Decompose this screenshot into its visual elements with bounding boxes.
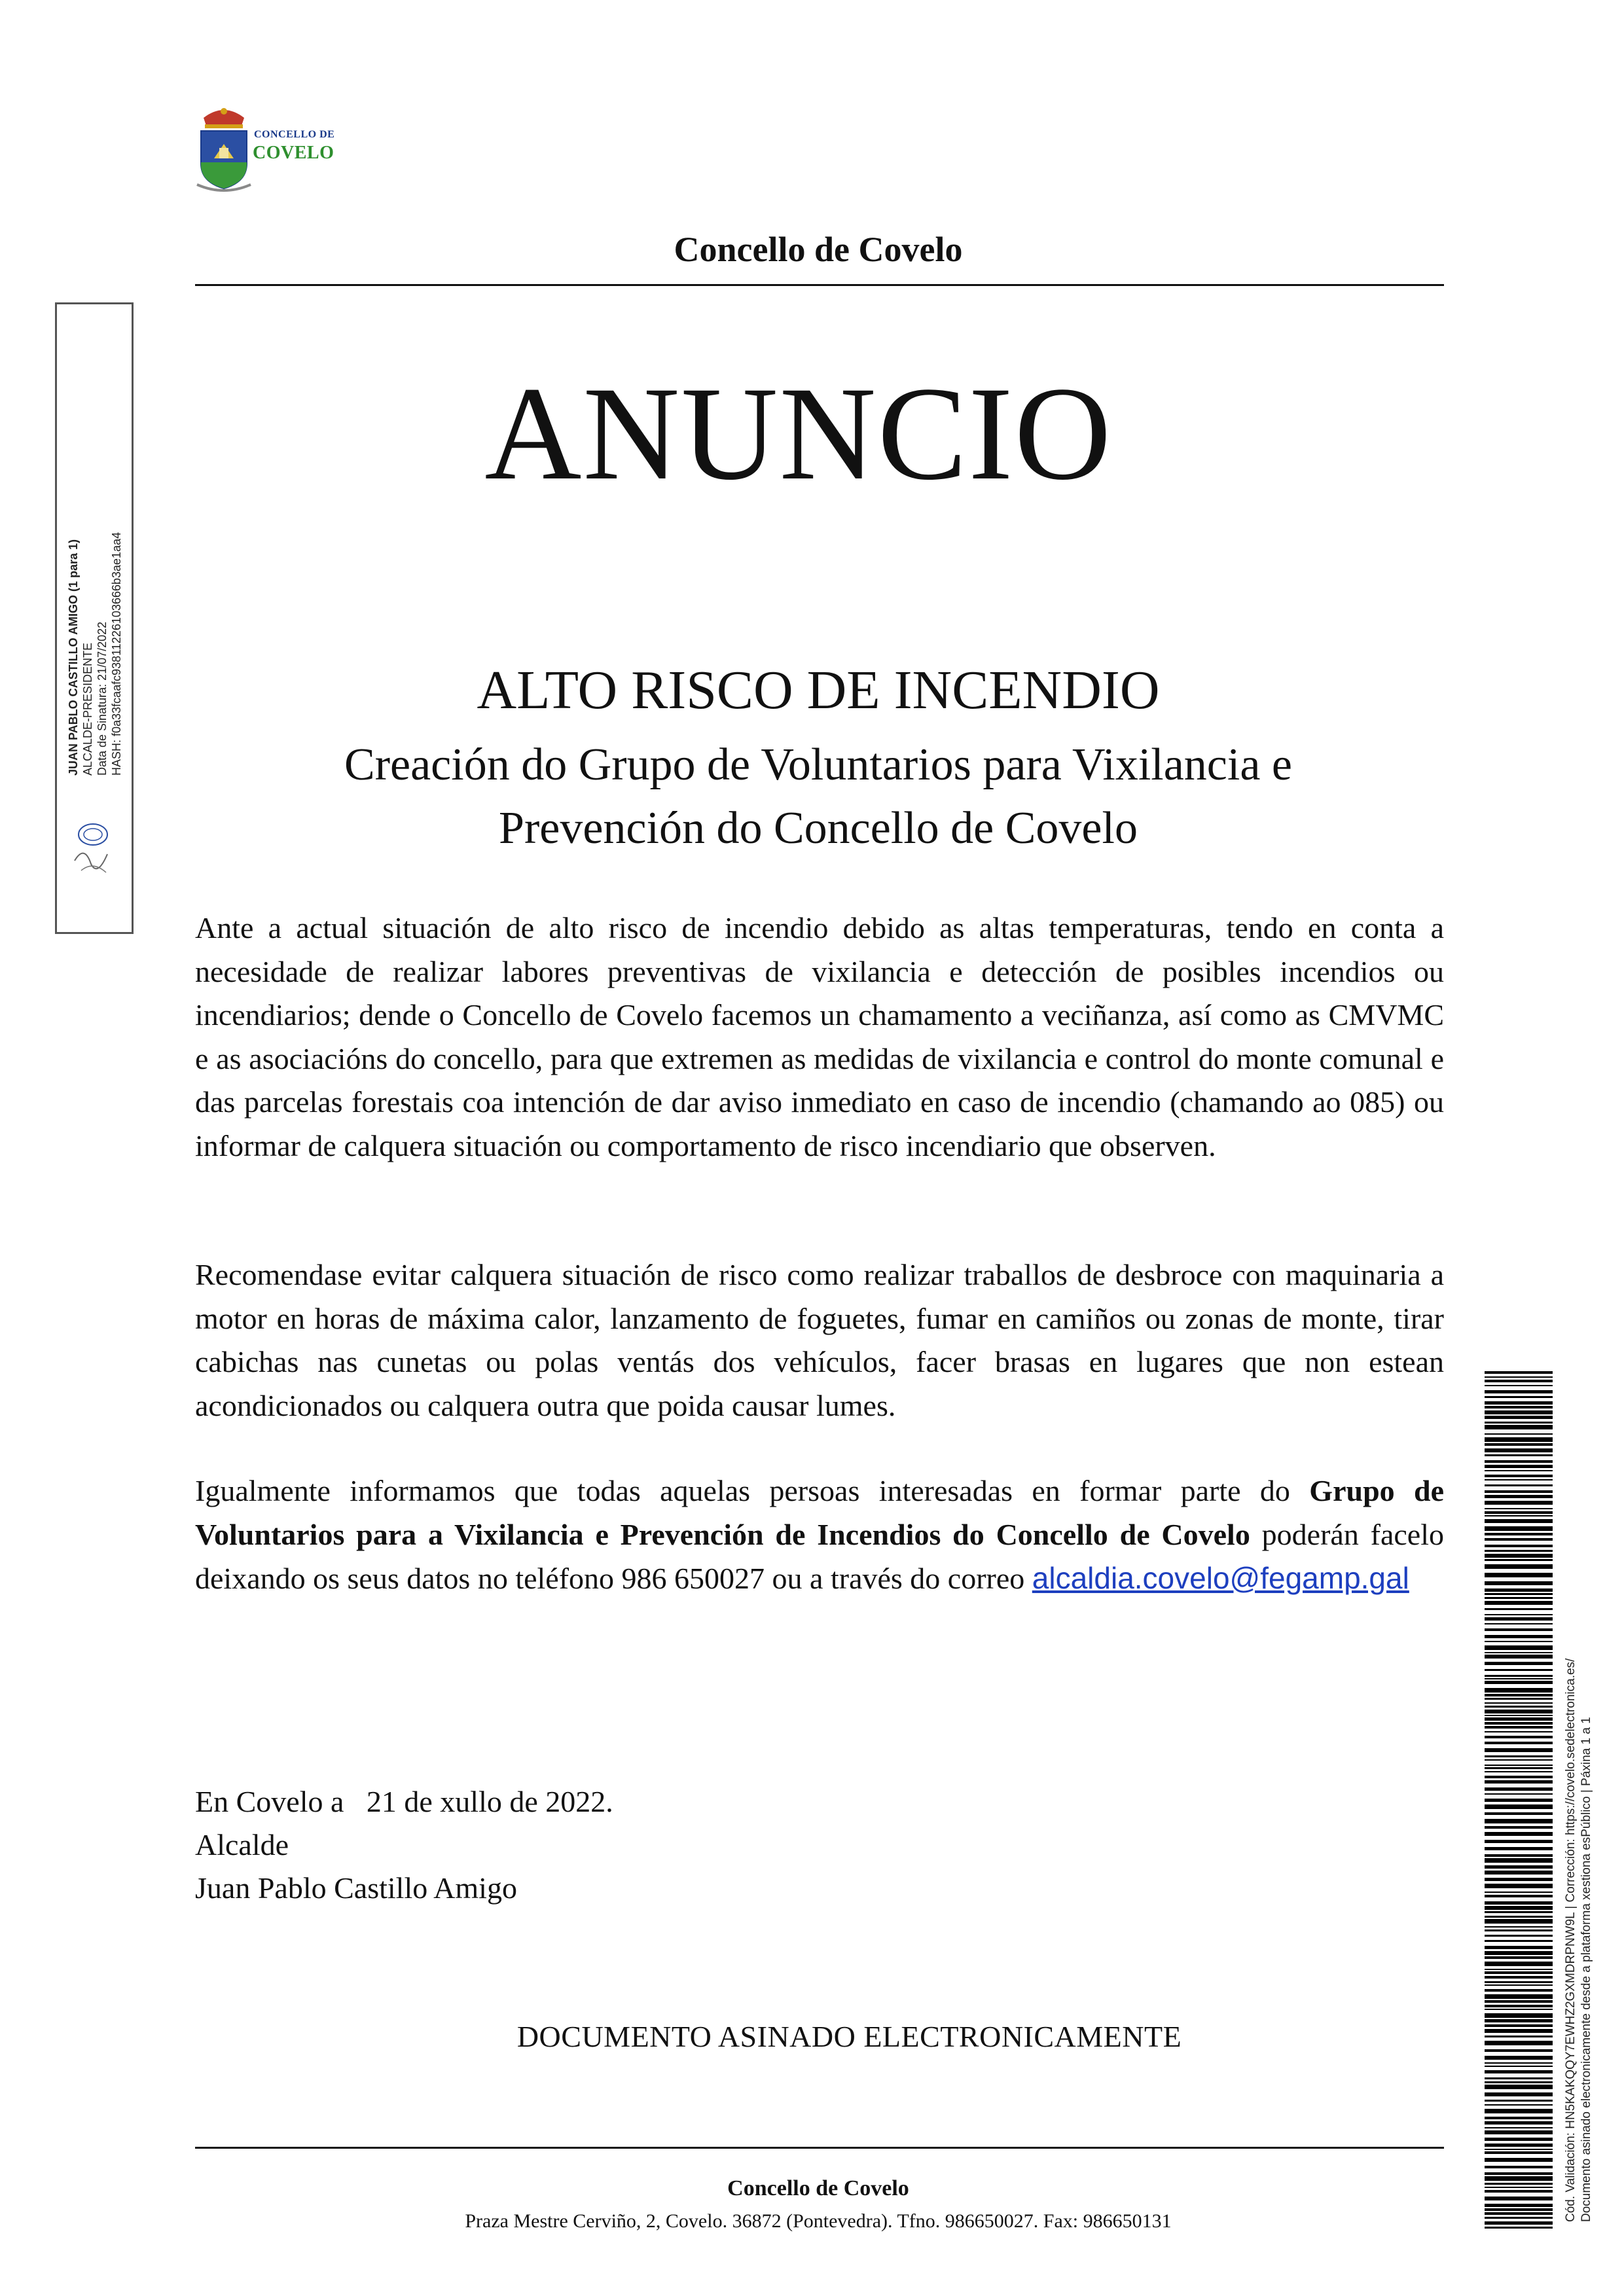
- subject-subtitle-line1: Creación do Grupo de Voluntarios para Vixilancia e: [344, 740, 1292, 790]
- stamp-date: Data de Sinatura: 21/07/2022: [96, 621, 109, 776]
- header-divider: [195, 284, 1444, 286]
- validation-platform: Documento asinado electronicamente desde a plataforma xestiona esPúblico | Páxina 1 a 1: [1579, 1717, 1593, 2222]
- signed-electronically-notice: DOCUMENTO ASINADO ELECTRONICAMENTE: [516, 2020, 1182, 2053]
- logo-text-concello: CONCELLO DE: [254, 129, 335, 140]
- coat-of-arms-icon: [193, 105, 255, 193]
- footer-title: Concello de Covelo: [727, 2176, 909, 2200]
- signature-date: En Covelo a 21 de xullo de 2022.: [195, 1785, 613, 1818]
- signature-seal-icon: [68, 815, 118, 880]
- subject-subtitle-line2: Prevención do Concello de Covelo: [499, 803, 1138, 853]
- subject-title: ALTO RISCO DE INCENDIO: [477, 660, 1160, 721]
- logo-text-covelo: COVELO: [253, 143, 334, 163]
- email-link[interactable]: alcaldia.covelo@fegamp.gal: [1032, 1561, 1409, 1595]
- stamp-signer: JUAN PABLO CASTILLO AMIGO (1 para 1): [67, 539, 80, 776]
- body-paragraph-2: Recomendase evitar calquera situación de risco como realizar traballos de desbroce con maquinaria a motor en horas de máxima calor, lanzamento de foguetes, fumar en camiños ou zonas de monte, tirar cabichas nas cunetas ou polas ventás dos vehículos, facer brasas en lugares que non estean acondicionados ou calquera outra que poida causar lumes.: [195, 1258, 1444, 1422]
- validation-code: Cód. Validación: HN5KAKQQY7EWHZ2GXMDRPNW9L | Corrección: https://covelo.sedelectronica.es/: [1564, 1658, 1578, 2222]
- signature-block: [195, 1780, 1111, 1910]
- stamp-role: ALCALDE-PRESIDENTE: [81, 642, 94, 776]
- signature-name: Juan Pablo Castillo Amigo: [195, 1871, 517, 1905]
- validation-text: [1563, 1430, 1602, 2222]
- signature-role: Alcalde: [195, 1828, 289, 1861]
- paragraph3-group-name: Grupo de Voluntarios para a Vixilancia e Prevención de Incendios do Concello de Covelo: [195, 1474, 1445, 1551]
- document-heading: ANUNCIO: [484, 359, 1113, 508]
- header-title: Concello de Covelo: [674, 230, 963, 269]
- footer-address: Praza Mestre Cerviño, 2, Covelo. 36872 (Pontevedra). Tfno. 986650027. Fax: 986650131: [465, 2210, 1172, 2232]
- paragraph3-text-end: poderán facelo deixando os seus datos no teléfono 986 650027 ou a través do correo: [195, 1517, 1444, 1595]
- stamp-text: [66, 481, 132, 776]
- validation-barcode: [1485, 1371, 1553, 2229]
- subject-subtitle: [196, 733, 1440, 860]
- body-paragraph-1: Ante a actual situación de alto risco de incendio debido as altas temperaturas, tendo en conta a necesidade de realizar labores preventivas de vixilancia e detección de posibles incendios ou incendiarios; dende o Concello de Covelo facemos un chamamento a veciñanza, así como as CMVMC e as asociacións do concello, para que extremen as medidas de vixilancia e control do monte comunal e das parcelas forestais coa intención de dar aviso inmediato en caso de incendio (chamando ao 085) ou informar de calquera situación ou comportamento de risco incendiario que observen.: [195, 911, 1444, 1162]
- stamp-hash: HASH: f0a33fcaafc93811226103666b3ae1aa4: [110, 532, 123, 776]
- paragraph3-text-start: Igualmente informamos que todas aquelas persoas interesadas en formar parte do: [195, 1474, 1290, 1507]
- footer-divider: [195, 2147, 1444, 2149]
- body-paragraph-3: [195, 1469, 1444, 1601]
